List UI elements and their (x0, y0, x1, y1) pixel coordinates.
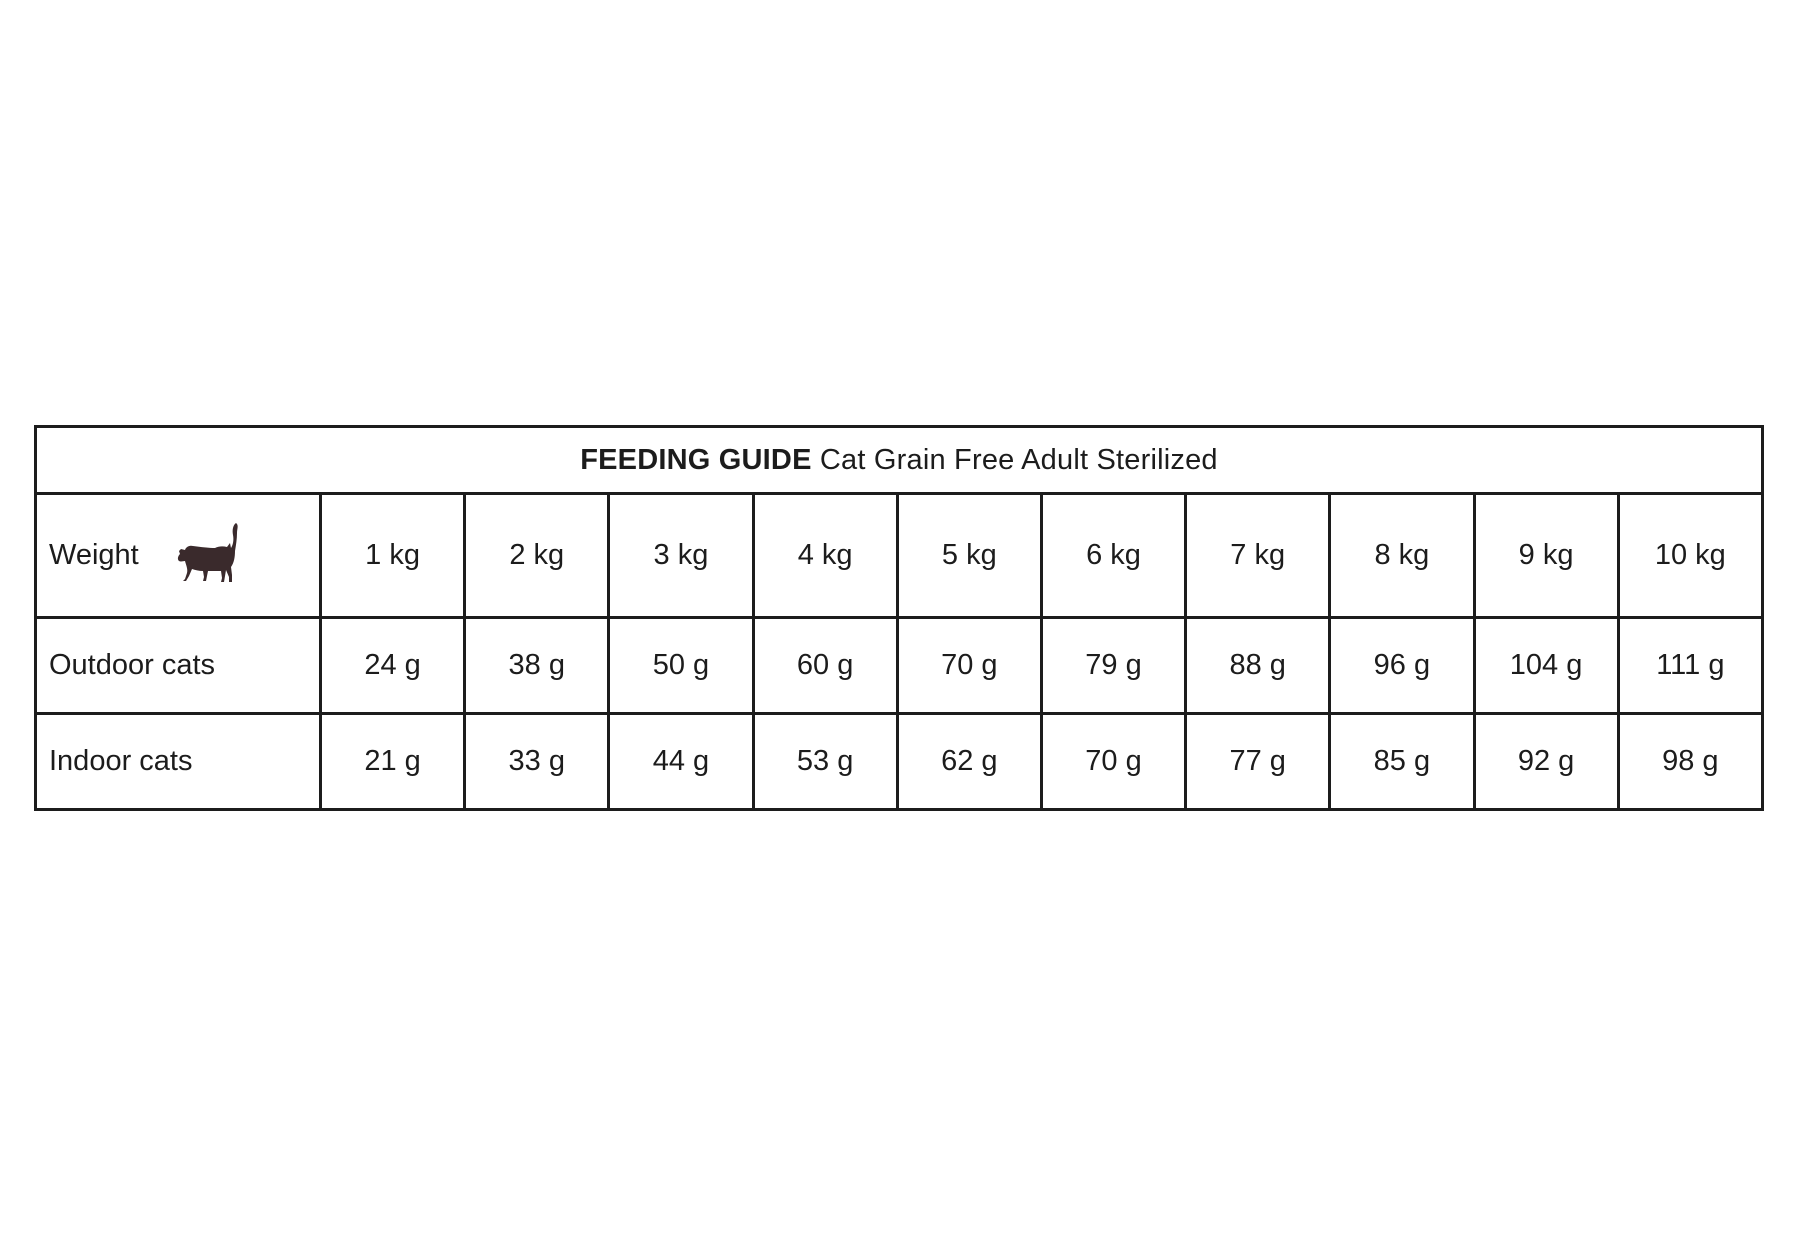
weight-cell: 9 kg (1474, 494, 1618, 618)
outdoor-cats-label: Outdoor cats (36, 618, 321, 714)
weight-cell: 7 kg (1186, 494, 1330, 618)
outdoor-amount-cell: 24 g (321, 618, 465, 714)
outdoor-amount-cell: 88 g (1186, 618, 1330, 714)
outdoor-amount-cell: 60 g (753, 618, 897, 714)
outdoor-amount-cell: 50 g (609, 618, 753, 714)
table-title (36, 427, 1763, 494)
weight-cell: 5 kg (897, 494, 1041, 618)
indoor-amount-cell: 77 g (1186, 714, 1330, 810)
weight-label: Weight (49, 539, 139, 571)
indoor-amount-cell: 85 g (1330, 714, 1474, 810)
weight-cell: 2 kg (465, 494, 609, 618)
outdoor-amount-cell: 96 g (1330, 618, 1474, 714)
indoor-amount-cell: 92 g (1474, 714, 1618, 810)
outdoor-cats-row (36, 618, 1763, 714)
indoor-amount-cell: 70 g (1041, 714, 1185, 810)
feeding-guide-table (34, 425, 1764, 811)
weight-cell: 8 kg (1330, 494, 1474, 618)
weight-row (36, 494, 1763, 618)
outdoor-amount-cell: 104 g (1474, 618, 1618, 714)
indoor-cats-label: Indoor cats (36, 714, 321, 810)
indoor-amount-cell: 33 g (465, 714, 609, 810)
outdoor-amount-cell: 38 g (465, 618, 609, 714)
title-row (36, 427, 1763, 494)
indoor-amount-cell: 44 g (609, 714, 753, 810)
indoor-amount-cell: 53 g (753, 714, 897, 810)
indoor-amount-cell: 62 g (897, 714, 1041, 810)
weight-cell: 1 kg (321, 494, 465, 618)
outdoor-amount-cell: 70 g (897, 618, 1041, 714)
indoor-amount-cell: 98 g (1618, 714, 1762, 810)
outdoor-amount-cell: 111 g (1618, 618, 1762, 714)
title-product-text: Cat Grain Free Adult Sterilized (819, 443, 1218, 476)
weight-cell: 3 kg (609, 494, 753, 618)
weight-cell: 6 kg (1041, 494, 1185, 618)
walking-cat-icon (173, 521, 241, 591)
weight-label-cell (36, 494, 321, 618)
weight-cell: 4 kg (753, 494, 897, 618)
indoor-amount-cell: 21 g (321, 714, 465, 810)
title-bold-text: FEEDING GUIDE (580, 443, 812, 476)
outdoor-amount-cell: 79 g (1041, 618, 1185, 714)
weight-cell: 10 kg (1618, 494, 1762, 618)
indoor-cats-row (36, 714, 1763, 810)
